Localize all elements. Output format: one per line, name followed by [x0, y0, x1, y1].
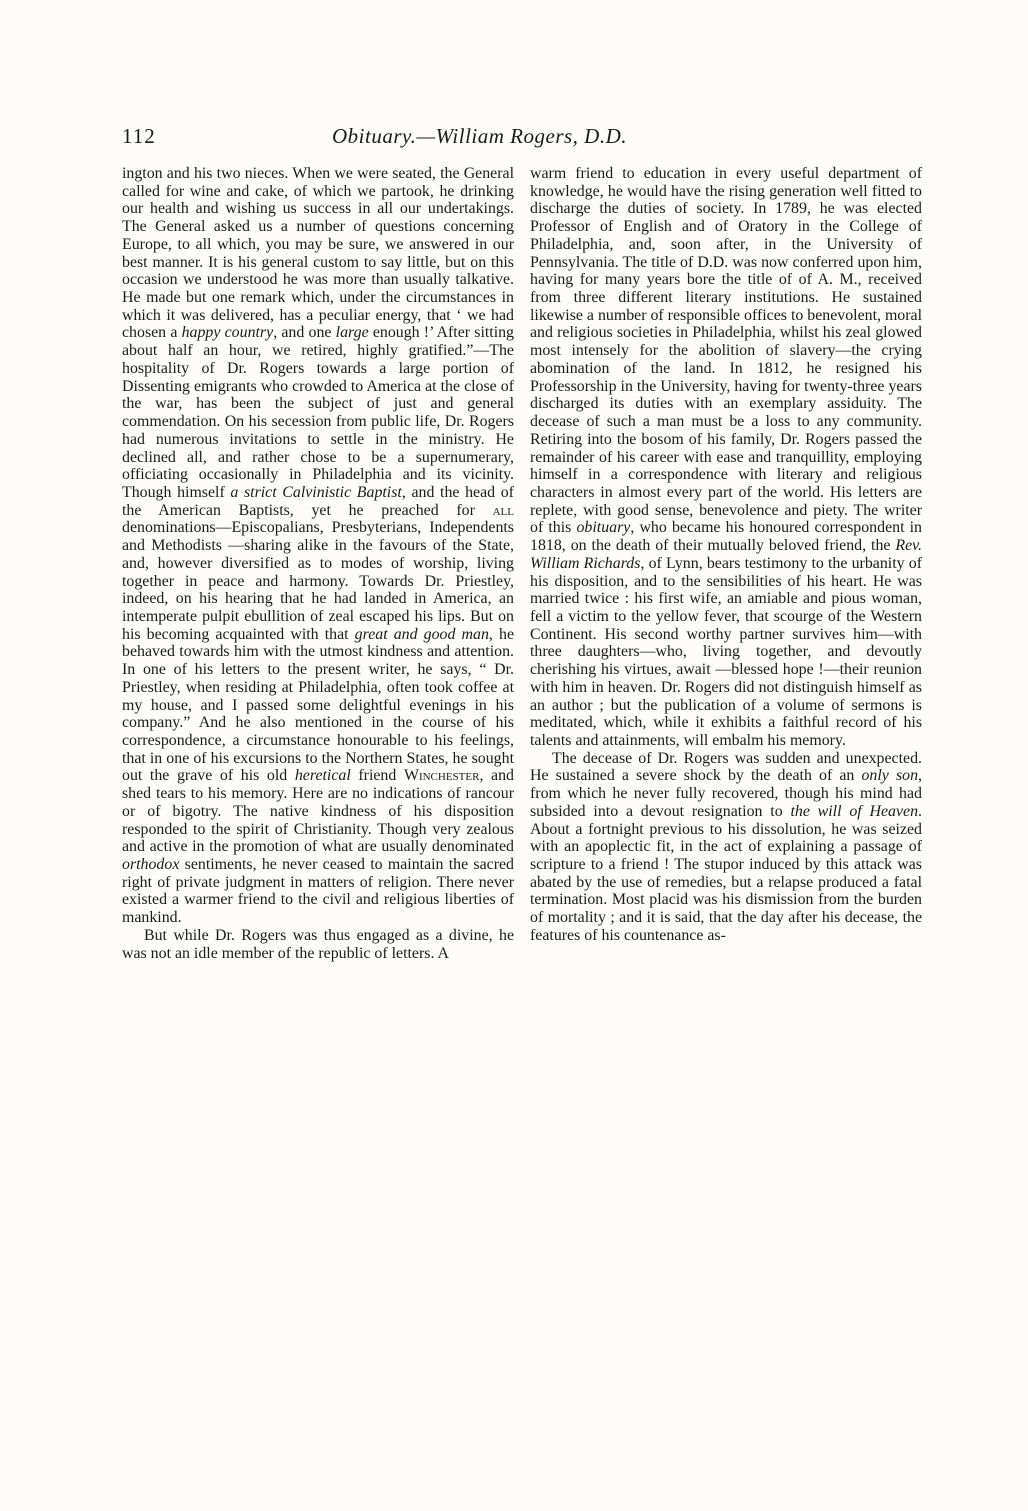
right-paragraph-1: warm friend to education in every useful department of knowledge, he would have the rising generation well fitted to discharge the duties of society. In 1789, he was elected Professor of English and of Oratory in the College of Philadelphia, and, soon after, in the University of Pennsylvania. The title of D.D. was now conferred upon him, having for many years bore the title of of A. M., received from three different literary institutions. He sustained likewise a number of responsible offices to benevolent, moral and religious societies in Philadelphia, whilst his zeal glowed most intensely for the abolition of slavery—the crying abomination of the land. In 1812, he resigned his Professorship in the University, having for twenty-three years discharged its duties with an exemplary assiduity. The decease of such a man must be a loss to any community. Retiring into the bosom of his family, Dr. Rogers passed the remainder of his career with ease and tranquillity, employing himself in a correspondence with literary and religious characters in almost every part of the world. His letters are replete, with good sense, benevolence and piety. The writer of this obituary, who became his honoured correspondent in 1818, on the death of their mutually beloved friend, the Rev. William Richards, of Lynn, bears testimony to the urbanity of his disposition, and to the sensibilities of his heart. He was married twice : his first wife, an amiable and pious woman, fell a victim to the yellow fever, that scourge of the Western Continent. His second worthy partner survives him—with three daughters—who, living together, and devoutly cherishing his virtues, await —blessed hope !—their reunion with him in heaven. Dr. Rogers did not distinguish himself as an author ; but the publication of a volume of sermons is meditated, which, while it exhibits a faithful record of his talents and attainments, will embalm his memory. — [530, 165, 923, 749]
left-paragraph-2: But while Dr. Rogers was thus engaged as a divine, he was not an idle member of the republic of letters. A — [122, 926, 514, 962]
left-column — [122, 165, 514, 962]
running-title: Obituary.—William Rogers, D.D. — [332, 124, 628, 148]
right-column — [530, 165, 922, 945]
page-number: 112 — [122, 124, 156, 148]
right-paragraph-2: The decease of Dr. Rogers was sudden and unexpected. He sustained a severe shock by the death of an only son, from which he never fully recovered, though his mind had subsided into a devout resignation to the will of Heaven. About a fortnight previous to his dissolution, he was seized with an apoplectic fit, in the act of explaining a passage of scripture to a friend ! The stupor induced by this attack was abated by the use of remedies, but a relapse produced a fatal termination. Most placid was his dismission from the burden of mortality ; and it is said, that the day after his decease, the features of his countenance as- — [530, 749, 922, 944]
running-header — [122, 124, 882, 158]
left-paragraph-1: ington and his two nieces. When we were seated, the General called for wine and cake, of which we partook, he drinking our health and wishing us success in all our undertakings. The General asked us a number of questions concerning Europe, to all which, you may be sure, we answered in our best manner. It is his general custom to say little, but on this occasion we understood he was more than usually talkative. He made but one remark which, under the circumstances in which it was delivered, has a peculiar energy, that ‘ we had chosen a happy country, and one large enough !’ After sitting about half an hour, we retired, highly gratified.”—The hospitality of Dr. Rogers towards a large portion of Dissenting emigrants who crowded to America at the close of the war, has been the subject of just and general commendation. On his secession from public life, Dr. Rogers had numerous invitations to settle in the ministry. He declined all, and rather chose to be a supernumerary, officiating occasionally in Philadelphia and its vicinity. Though himself a strict Calvinistic Baptist, and the head of the American Baptists, yet he preached for all denominations—Episcopalians, Presbyterians, Independents and Methodists —sharing alike in the favours of the State, and, however diversified as to modes of worship, living together in peace and harmony. Towards Dr. Priestley, indeed, on his hearing that he had landed in America, an intemperate pulpit ebullition of zeal escaped his lips. But on his becoming acquainted with that great and good man, he behaved towards him with the utmost kindness and attention. In one of his letters to the present writer, he says, “ Dr. Priestley, when residing at Philadelphia, often took coffee at my house, and I passed some delightful evenings in his company.” And he also mentioned in the course of his correspondence, a circumstance honourable to his feelings, that in one of his excursions to the Northern States, he sought out the grave of his old heretical friend Winchester, and shed tears to his memory. Here are no indications of rancour or of bigotry. The native kindness of his disposition responded to the spirit of Christianity. Though very zealous and active in the promotion of what are usually denominated orthodox sentiments, he never ceased to maintain the sacred right of private judgment in matters of religion. There never existed a warmer friend to the civil and religious liberties of mankind. — [122, 165, 515, 927]
